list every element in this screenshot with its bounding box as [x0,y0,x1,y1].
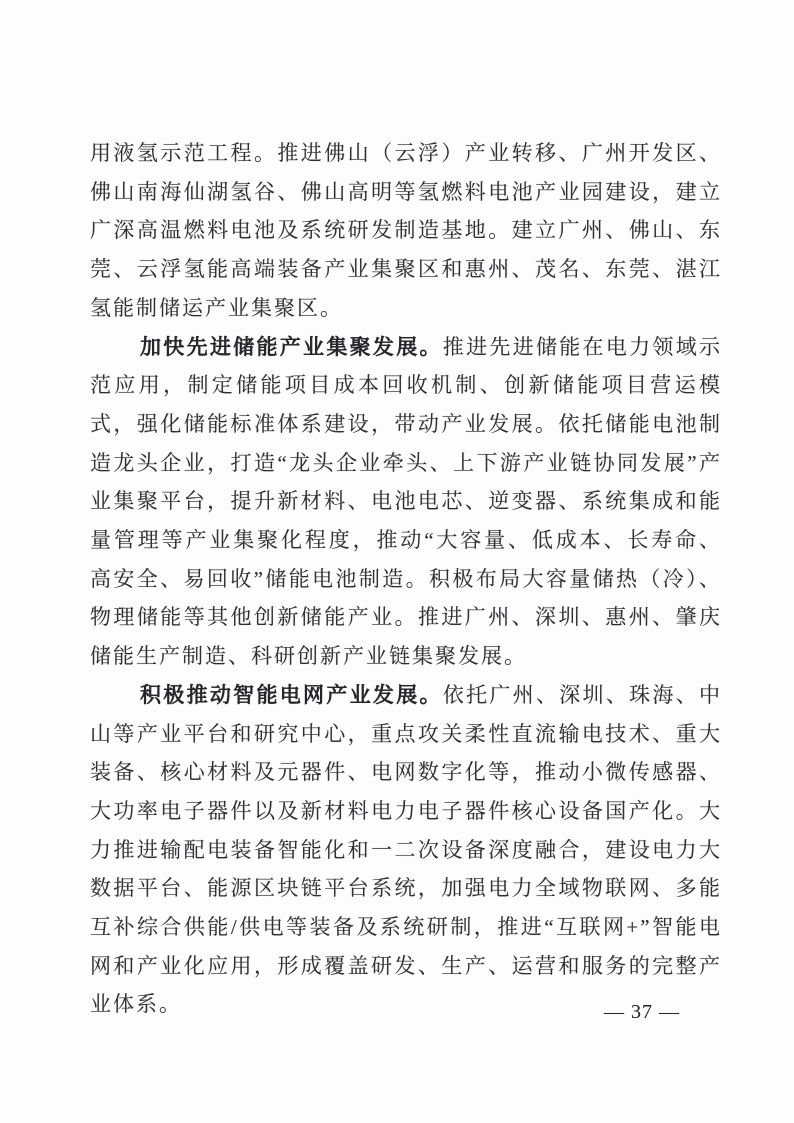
page-number: — 37 — [604,1001,680,1023]
paragraph-body-text: 推进先进储能在电力领域示范应用，制定储能项目成本回收机制、创新储能项目营运模式，强化储能标准体系建设，带动产业发展。依托储能电池制造龙头企业，打造“龙头企业牵头、上下游产业链协同发展”产业集聚平台，提升新材料、电池电芯、逆变器、系统集成和能量管理等产业集聚化程度，推动“大容量、低成本、长寿命、高安全、易回收”储能电池制造。积极布局大容量储热（冷）、物理储能等其他创新储能产业。推进广州、深圳、惠州、肇庆储能生产制造、科研创新产业链集聚发展。 [90,334,723,669]
document-text-block [90,134,722,1024]
paragraph-lead-heading: 积极推动智能电网产业发展。 [140,682,443,707]
paragraph-body-text: 用液氢示范工程。推进佛山（云浮）产业转移、广州开发区、佛山南海仙湖氢谷、佛山高明等氢燃料电池产业园建设，建立广深高温燃料电池及系统研发制造基地。建立广州、佛山、东莞、云浮氢能高端装备产业集聚区和惠州、茂名、东莞、湛江氢能制储运产业集聚区。 [90,141,722,320]
paragraph-smart-grid [90,676,722,1024]
paragraph-hydrogen-energy-continuation [90,134,722,328]
paragraph-lead-heading: 加快先进储能产业集聚发展。 [140,334,443,359]
paragraph-energy-storage [90,328,722,676]
paragraph-body-text: 依托广州、深圳、珠海、中山等产业平台和研究中心，重点攻关柔性直流输电技术、重大装备、核心材料及元器件、电网数字化等，推动小微传感器、大功率电子器件以及新材料电力电子器件核心设备国产化。大力推进输配电装备智能化和一二次设备深度融合，建设电力大数据平台、能源区块链平台系统，加强电力全域物联网、多能互补综合供能/供电等装备及系统研制，推进“互联网+”智能电网和产业化应用，形成覆盖研发、生产、运营和服务的完整产业体系。 [90,682,723,1017]
